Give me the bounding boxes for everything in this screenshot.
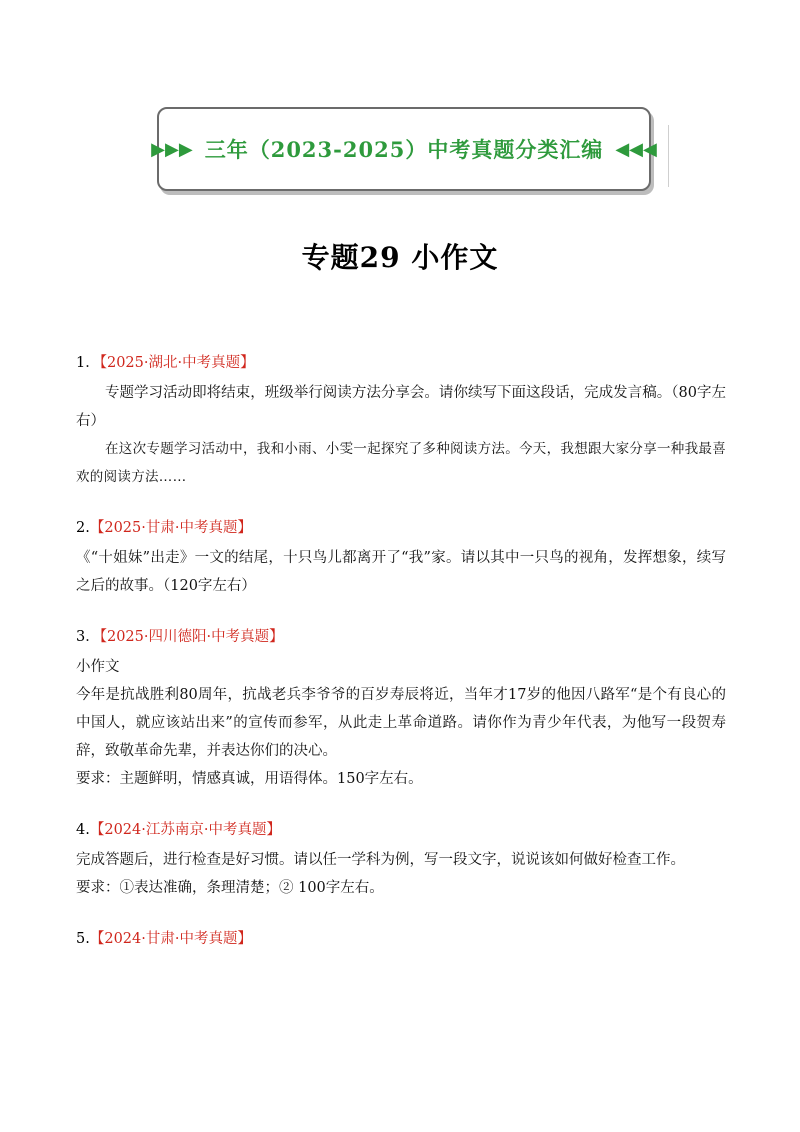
question-4	[76, 819, 726, 902]
page-title: 专题29 小作文	[301, 241, 499, 274]
question-2	[76, 517, 726, 600]
question-header	[76, 626, 726, 648]
banner-title: 三年（2023-2025）中考真题分类汇编	[204, 137, 604, 162]
question-number: 1．	[76, 355, 100, 371]
question-requirement: 要求：①表达准确，条理清楚；② 100字左右。	[76, 880, 384, 896]
question-3	[76, 626, 726, 793]
question-source: 【2024·江苏南京·中考真题】	[89, 822, 281, 838]
question-requirement: 要求：主题鲜明，情感真诚，用语得体。150字左右。	[76, 771, 423, 787]
banner-divider	[668, 125, 669, 187]
question-number: 2.	[76, 520, 90, 536]
question-header	[76, 517, 726, 539]
header-banner	[151, 107, 657, 191]
question-header	[76, 928, 726, 950]
question-source: 【2025·四川德阳·中考真题】	[99, 629, 284, 645]
question-number: 3．	[76, 629, 100, 645]
question-header	[76, 819, 726, 841]
triple-right-arrow-icon: ▶▶▶	[151, 138, 193, 160]
question-number: 5.	[76, 931, 90, 947]
question-header	[76, 352, 726, 374]
question-source: 【2024·甘肃·中考真题】	[89, 931, 252, 947]
question-source: 【2025·湖北·中考真题】	[99, 355, 255, 371]
question-list	[76, 352, 726, 976]
question-text: 今年是抗战胜利80周年，抗战老兵李爷爷的百岁寿辰将近，当年才17岁的他因八路军“是个有良心的中国人，就应该站出来”的宣传而参军，从此走上革命道路。请你作为青少年代表，为他写一段贺寿辞，致敬革命先辈，并表达你们的决心。	[76, 687, 726, 759]
question-subtitle: 小作文	[76, 659, 120, 675]
question-text: 专题学习活动即将结束，班级举行阅读方法分享会。请你续写下面这段话，完成发言稿。（80字左右）	[76, 385, 726, 429]
triple-left-arrow-icon: ◀◀◀	[615, 138, 657, 160]
question-quote: 在这次专题学习活动中，我和小雨、小雯一起探究了多种阅读方法。今天，我想跟大家分享一种我最喜欢的阅读方法……	[76, 441, 726, 485]
question-text: 《“十姐妹”出走》一文的结尾，十只鸟儿都离开了“我”家。请以其中一只鸟的视角，发挥想象，续写之后的故事。（120字左右）	[76, 550, 726, 594]
question-source: 【2025·甘肃·中考真题】	[89, 520, 252, 536]
question-1	[76, 352, 726, 491]
question-number: 4.	[76, 822, 90, 838]
question-text: 完成答题后，进行检查是好习惯。请以任一学科为例，写一段文字，说说该如何做好检查工作。	[76, 852, 685, 868]
question-5	[76, 928, 726, 950]
